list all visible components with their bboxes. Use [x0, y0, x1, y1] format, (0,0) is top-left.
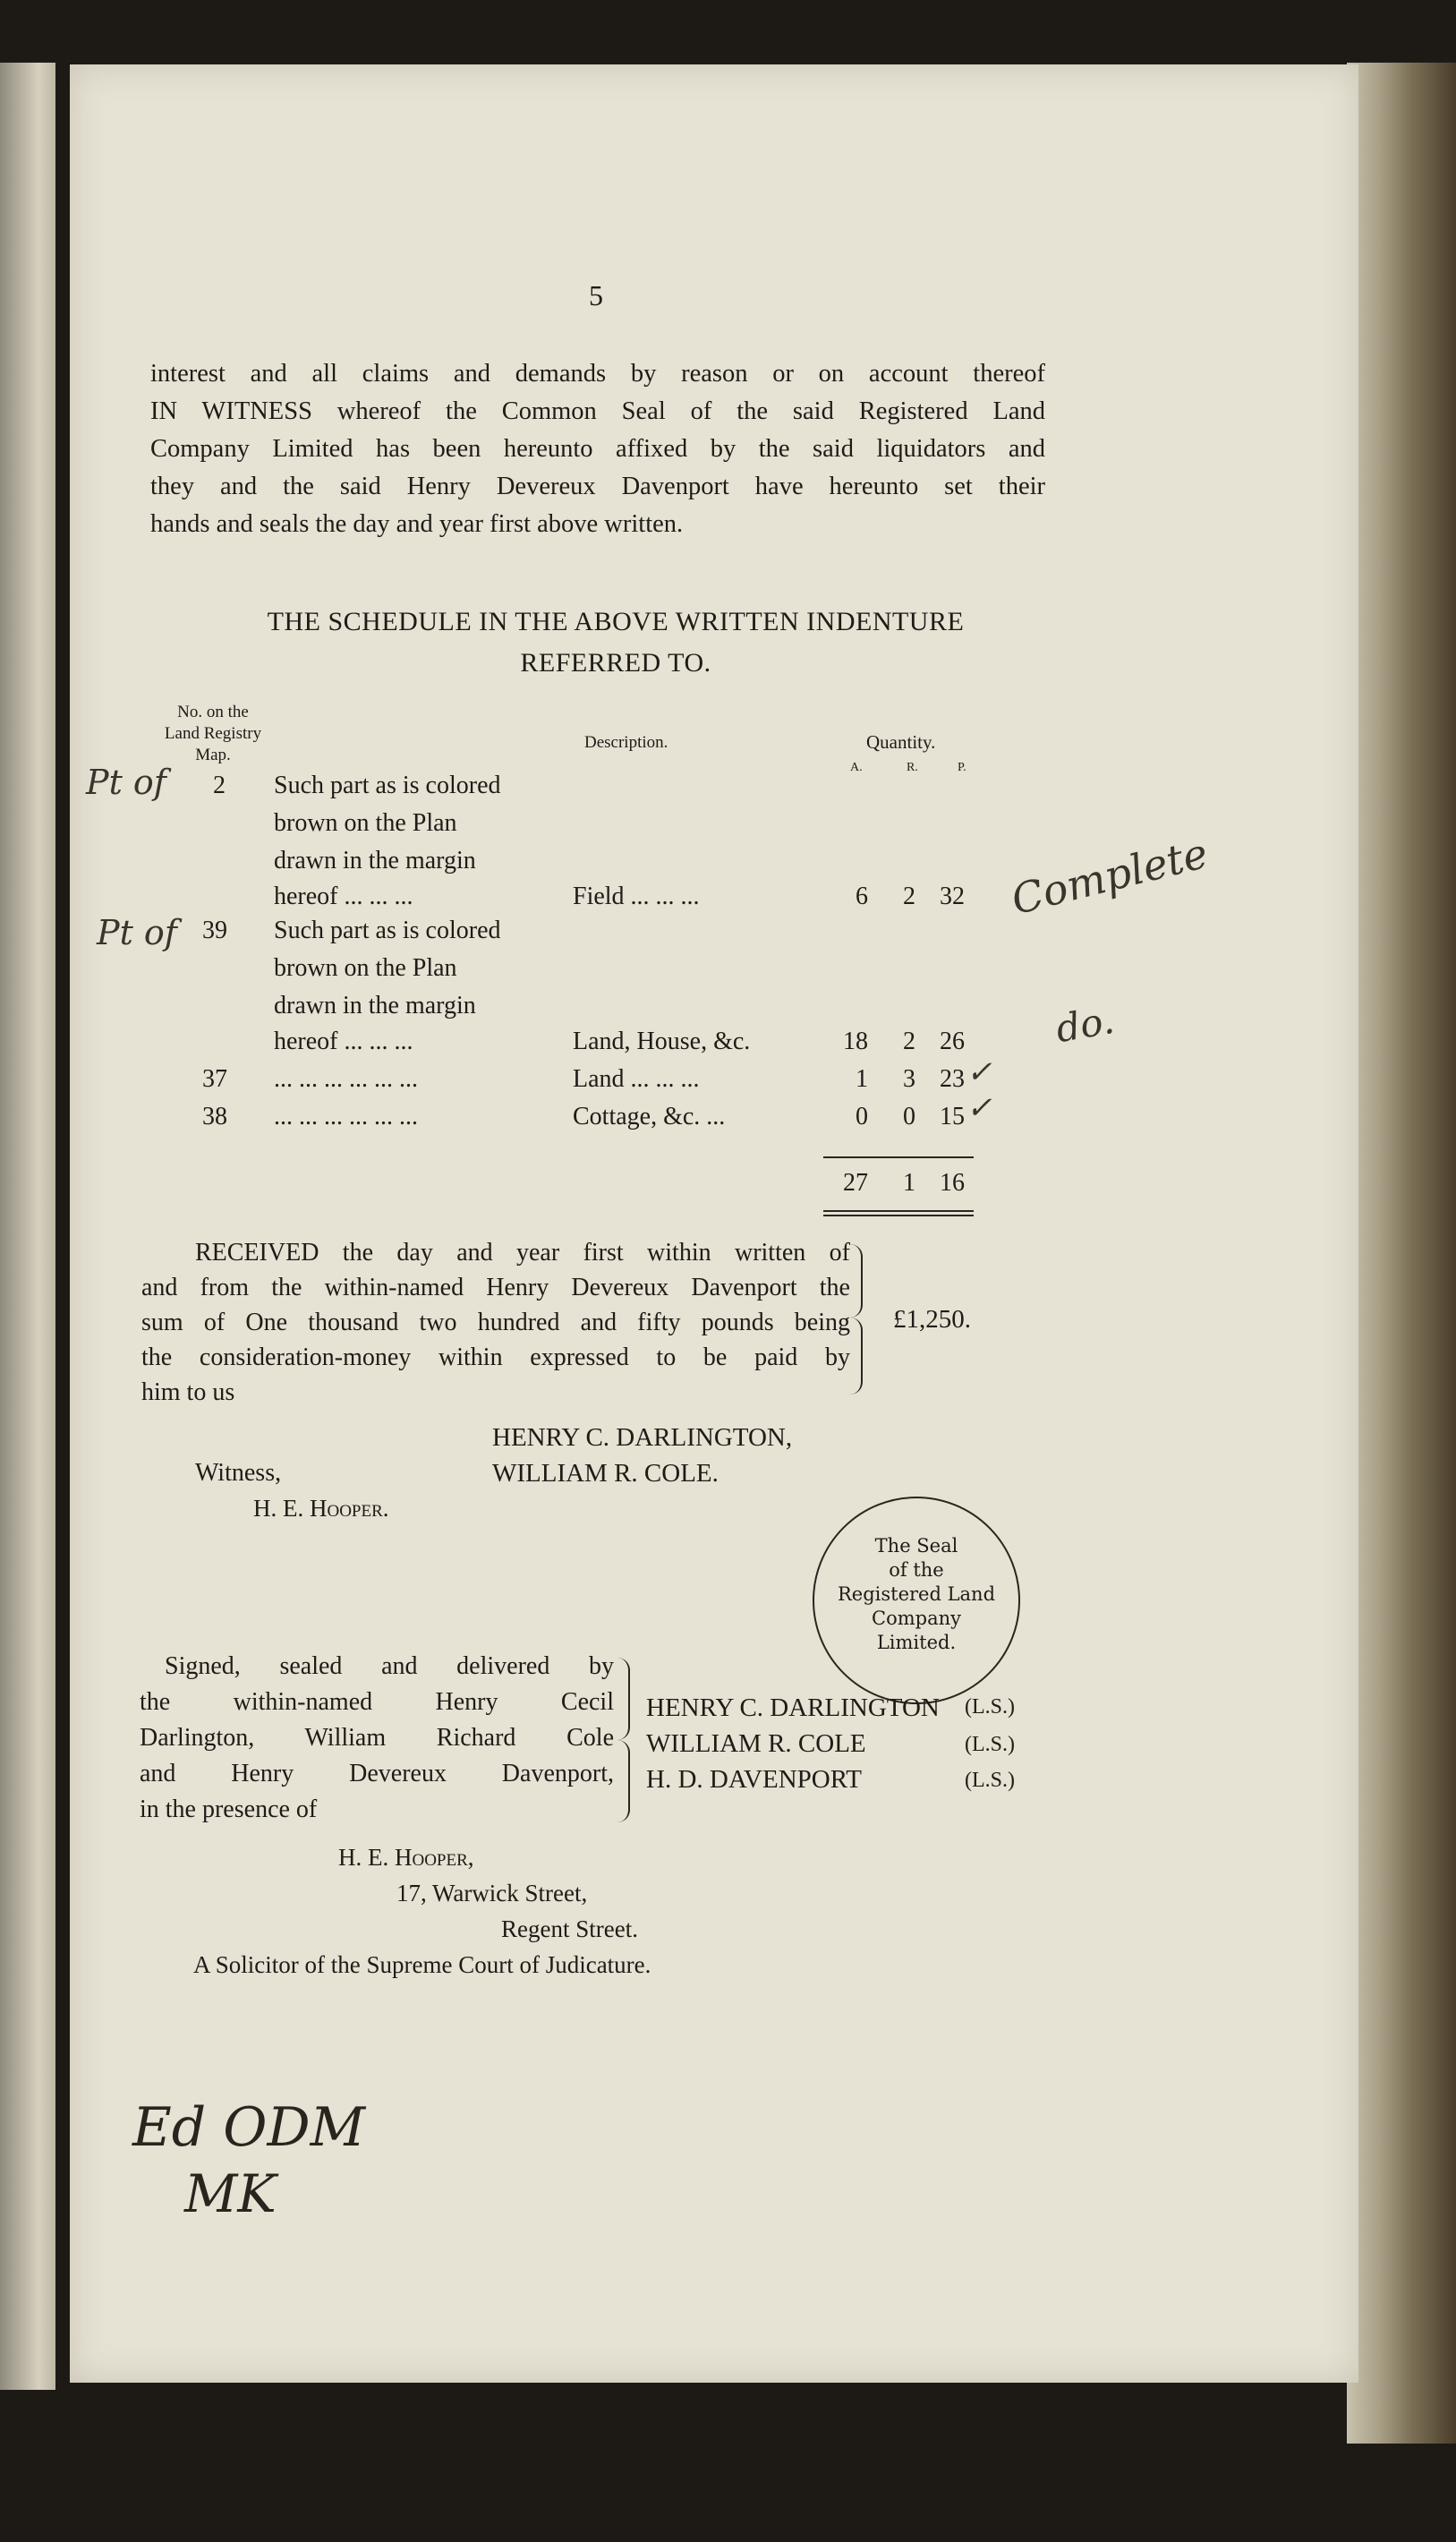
qty-perches: 26: [940, 1028, 965, 1055]
total-rule-bottom: [823, 1210, 974, 1212]
receipt-line: him to us: [141, 1378, 235, 1406]
header-acres: A.: [850, 761, 863, 774]
witness-name: H. E. Hooper.: [253, 1495, 389, 1522]
part-line: brown on the Plan: [274, 954, 457, 982]
paragraph-line: interest and all claims and demands by reason or on account thereof: [150, 360, 1045, 388]
witness-title: A Solicitor of the Supreme Court of Judicature.: [193, 1951, 651, 1978]
receipt-brace-top: [848, 1244, 863, 1318]
page-stack-edge: [1347, 63, 1456, 2444]
qty-roods: 2: [903, 1028, 915, 1055]
receipt-amount: £1,250.: [893, 1305, 971, 1334]
qty-perches: 23: [940, 1065, 965, 1093]
witness-address: Regent Street.: [501, 1915, 638, 1942]
attestation-brace-top: [616, 1658, 630, 1740]
witness-address: 17, Warwick Street,: [396, 1880, 588, 1906]
qty-roods: 2: [903, 883, 915, 910]
locus-sigilli: (L.S.): [965, 1695, 1015, 1719]
seal-line: of the: [889, 1559, 944, 1581]
seal-line: Company: [872, 1608, 961, 1629]
qty-acres: 18: [843, 1028, 868, 1055]
part-line: Such part as is colored: [274, 772, 501, 799]
map-number: 2: [213, 772, 226, 799]
locus-sigilli: (L.S.): [965, 1769, 1015, 1792]
header-description: Description.: [584, 733, 668, 752]
attestation-clause: [140, 1649, 614, 1828]
handwritten-note: do.: [1052, 997, 1118, 1052]
map-number: 38: [202, 1103, 227, 1130]
document-page: [70, 64, 1358, 2383]
handwritten-part-of: Pt of: [86, 763, 166, 802]
signatory: WILLIAM R. COLE.: [492, 1459, 719, 1488]
qty-acres: 6: [856, 883, 868, 910]
attestation-line: Darlington, William Richard Cole: [140, 1724, 614, 1752]
attestation-line: the within-named Henry Cecil: [140, 1688, 614, 1716]
left-page-edge: [0, 63, 55, 2390]
total-perches: 16: [940, 1169, 965, 1197]
company-seal: [813, 1497, 1020, 1704]
seal-line: Registered Land: [837, 1583, 996, 1605]
handwritten-part-of: Pt of: [97, 913, 177, 952]
qty-perches: 15: [940, 1103, 965, 1130]
check-mark: ✓: [966, 1090, 992, 1126]
attestation-line: and Henry Devereux Davenport,: [140, 1760, 614, 1787]
header-quantity: Quantity.: [866, 731, 936, 753]
paragraph-line: they and the said Henry Devereux Davenport have hereunto set their: [150, 473, 1045, 500]
total-acres: 27: [843, 1169, 868, 1197]
witness-label: Witness,: [195, 1459, 282, 1487]
part-line: drawn in the margin: [274, 847, 476, 874]
opening-paragraph: [150, 355, 1045, 543]
receipt-paragraph: [141, 1235, 850, 1410]
header-map-number: [155, 702, 271, 766]
description: Land ... ... ...: [573, 1065, 700, 1093]
attesting-witness: H. E. Hooper,: [338, 1844, 474, 1871]
signer-name: WILLIAM R. COLE: [646, 1729, 866, 1758]
schedule-title-line: THE SCHEDULE IN THE ABOVE WRITTEN INDENTURE: [267, 607, 965, 636]
locus-sigilli: (L.S.): [965, 1733, 1015, 1756]
attestation-brace-bottom: [616, 1740, 630, 1822]
qty-acres: 1: [856, 1065, 868, 1093]
page-number: 5: [589, 279, 603, 311]
qty-roods: 3: [903, 1065, 915, 1093]
paragraph-line: hands and seals the day and year first above written.: [150, 510, 684, 538]
paragraph-line: Company Limited has been hereunto affixed by the said liquidators and: [150, 435, 1045, 463]
part-line: hereof ... ... ...: [274, 1028, 413, 1055]
part-line: ... ... ... ... ... ...: [274, 1103, 418, 1130]
check-mark: ✓: [966, 1054, 992, 1090]
part-line: drawn in the margin: [274, 992, 476, 1019]
signer-name: H. D. DAVENPORT: [646, 1765, 863, 1794]
signer-name: HENRY C. DARLINGTON: [646, 1693, 940, 1722]
header-map-line: Land Registry: [164, 724, 262, 743]
attestation-line: Signed, sealed and delivered by: [165, 1652, 614, 1680]
total-rule-top: [823, 1156, 974, 1158]
signatory: HENRY C. DARLINGTON,: [492, 1423, 793, 1452]
attestation-line: in the presence of: [140, 1796, 318, 1823]
receipt-line: RECEIVED the day and year first within written of: [195, 1239, 850, 1267]
qty-perches: 32: [940, 883, 965, 910]
receipt-line: the consideration-money within expressed to be paid by: [141, 1344, 850, 1371]
schedule-title: [168, 601, 1063, 684]
handwritten-initials: Ed ODM: [132, 2096, 366, 2159]
qty-roods: 0: [903, 1103, 915, 1130]
map-number: 37: [202, 1065, 227, 1093]
total-roods: 1: [903, 1169, 915, 1197]
header-roods: R.: [907, 761, 918, 774]
map-number: 39: [202, 917, 227, 944]
description: Cottage, &c. ...: [573, 1103, 726, 1130]
handwritten-note: Complete: [1006, 828, 1213, 925]
handwritten-initials: MK: [184, 2163, 277, 2224]
qty-acres: 0: [856, 1103, 868, 1130]
paragraph-line: IN WITNESS whereof the Common Seal of the said Registered Land: [150, 397, 1045, 425]
part-line: ... ... ... ... ... ...: [274, 1065, 418, 1093]
header-map-line: No. on the: [177, 703, 249, 721]
description: Field ... ... ...: [573, 883, 700, 910]
receipt-brace-bottom: [848, 1318, 863, 1395]
header-perches: P.: [958, 761, 966, 774]
receipt-line: sum of One thousand two hundred and fifty pounds being: [141, 1309, 850, 1336]
schedule-title-line: REFERRED TO.: [520, 648, 711, 678]
receipt-line: and from the within-named Henry Devereux Davenport the: [141, 1274, 850, 1301]
part-line: Such part as is colored: [274, 917, 501, 944]
part-line: hereof ... ... ...: [274, 883, 413, 910]
description: Land, House, &c.: [573, 1028, 751, 1055]
total-rule-bottom: [823, 1215, 974, 1216]
part-line: brown on the Plan: [274, 809, 457, 837]
seal-line: The Seal: [874, 1535, 958, 1557]
seal-line: Limited.: [876, 1632, 957, 1653]
header-map-line: Map.: [195, 746, 231, 764]
